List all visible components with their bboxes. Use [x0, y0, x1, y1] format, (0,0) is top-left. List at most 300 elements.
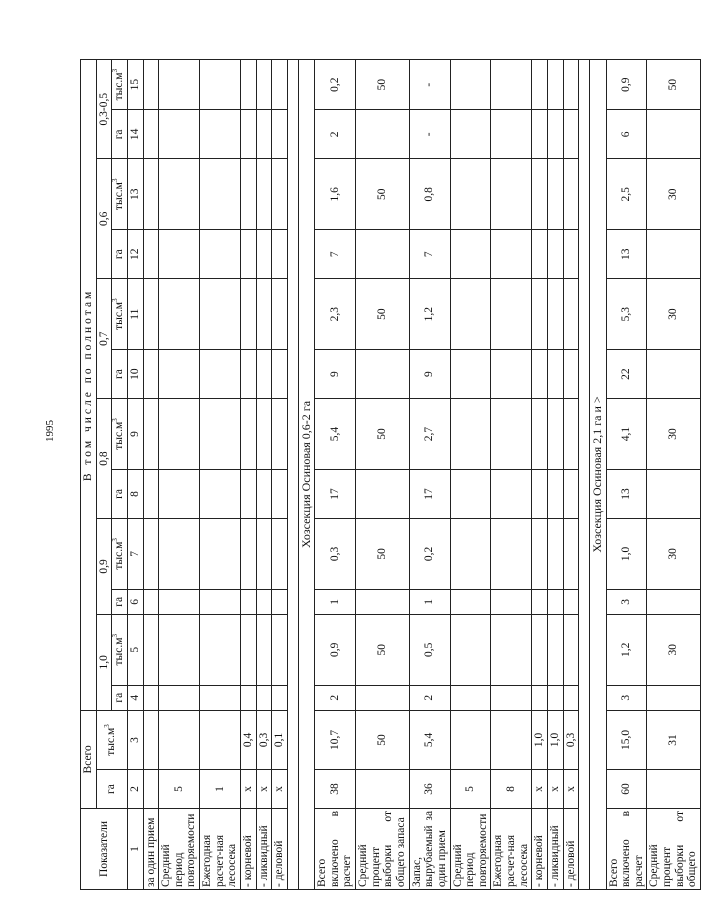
table-cell — [563, 159, 579, 230]
table-cell — [450, 159, 491, 230]
unit-volume: $тыс.м^3$ — [112, 518, 128, 589]
table-cell — [200, 518, 241, 589]
table-cell — [563, 518, 579, 589]
column-number: 6 — [127, 589, 143, 614]
table-cell — [532, 279, 548, 350]
table-cell: 13 — [606, 469, 647, 518]
table-cell: 0,3 — [563, 710, 579, 769]
row-label: Средний период повторяемости — [159, 808, 200, 889]
row-label: - ликвидный — [548, 808, 564, 889]
gap-cell — [579, 60, 590, 890]
table-cell — [491, 159, 532, 230]
table-row — [256, 60, 272, 890]
table-cell — [200, 469, 241, 518]
table-cell — [272, 279, 288, 350]
column-number: 7 — [127, 518, 143, 589]
table-cell — [256, 279, 272, 350]
table-cell — [241, 685, 257, 710]
column-number: 5 — [127, 614, 143, 685]
row-label: Ежегодная расчет-ная лесосека — [491, 808, 532, 889]
page-number: 1995 — [44, 420, 56, 442]
column-number: 12 — [127, 230, 143, 279]
column-number: 8 — [127, 469, 143, 518]
table-row — [647, 60, 701, 890]
table-cell — [256, 685, 272, 710]
table-cell — [450, 518, 491, 589]
row-label: - деловой — [272, 808, 288, 889]
table-cell — [532, 589, 548, 614]
table-cell — [159, 60, 200, 110]
table-cell — [450, 710, 491, 769]
table-cell — [143, 518, 159, 589]
table-cell — [491, 518, 532, 589]
table-cell — [491, 230, 532, 279]
table-row — [409, 60, 450, 890]
row-label: - деловой — [563, 808, 579, 889]
table-cell: x — [532, 770, 548, 809]
table-cell — [491, 614, 532, 685]
unit-volume: $тыс.м^3$ — [112, 159, 128, 230]
table-cell — [563, 60, 579, 110]
table-cell: 5,3 — [606, 279, 647, 350]
table-cell — [450, 350, 491, 399]
table-cell: 9 — [409, 350, 450, 399]
table-cell — [356, 350, 410, 399]
table-cell — [159, 685, 200, 710]
allowable-cut-table — [80, 59, 701, 890]
table-row — [241, 60, 257, 890]
table-cell: 2 — [315, 110, 356, 159]
table-cell — [241, 469, 257, 518]
table-cell: 5,4 — [315, 399, 356, 470]
table-cell — [548, 469, 564, 518]
table-body — [143, 60, 700, 890]
table-cell — [143, 469, 159, 518]
table-cell — [159, 399, 200, 470]
section-title: Хозсекция Осиновая 2,1 га и > — [590, 60, 606, 890]
table-cell: 2 — [315, 685, 356, 710]
table-cell — [143, 685, 159, 710]
table-cell: 17 — [315, 469, 356, 518]
table-cell: 36 — [409, 770, 450, 809]
column-number: 4 — [127, 685, 143, 710]
table-row — [143, 60, 159, 890]
table-cell — [241, 159, 257, 230]
table-cell: 50 — [356, 399, 410, 470]
unit-ha: га — [112, 110, 128, 159]
table-cell — [200, 685, 241, 710]
unit-ha: га — [112, 469, 128, 518]
table-cell — [450, 685, 491, 710]
table-cell — [532, 469, 548, 518]
density-group-row — [96, 60, 112, 890]
column-number: 11 — [127, 279, 143, 350]
table-cell: x — [256, 770, 272, 809]
column-number: 10 — [127, 350, 143, 399]
row-label: Ежегодная расчет-ная лесосека — [200, 808, 241, 889]
table-cell: 60 — [606, 770, 647, 809]
table-row — [563, 60, 579, 890]
row-label: Средний процент выборки от общего — [647, 808, 701, 889]
table-cell: 0,3 — [256, 710, 272, 769]
table-cell: 1,2 — [606, 614, 647, 685]
table-cell — [548, 399, 564, 470]
unit-ha: га — [112, 685, 128, 710]
density-group-header: 0,9 — [96, 518, 112, 614]
table-cell: 2 — [409, 685, 450, 710]
table-cell: 1 — [200, 770, 241, 809]
table-cell: 30 — [647, 614, 701, 685]
table-cell: 13 — [606, 230, 647, 279]
unit-volume: $тыс.м^3$ — [112, 399, 128, 470]
table-cell — [272, 518, 288, 589]
table-cell — [532, 159, 548, 230]
table-cell — [143, 350, 159, 399]
density-group-header: 1,0 — [96, 614, 112, 710]
table-cell: 2,3 — [315, 279, 356, 350]
unit-ha: га — [112, 589, 128, 614]
table-cell: x — [272, 770, 288, 809]
table-cell: 7 — [315, 230, 356, 279]
table-cell: 1,0 — [606, 518, 647, 589]
table-cell: 1 — [315, 589, 356, 614]
table-cell — [200, 589, 241, 614]
table-cell — [241, 60, 257, 110]
table-cell: x — [563, 770, 579, 809]
unit-volume: $тыс.м^3$ — [112, 614, 128, 685]
table-cell — [532, 614, 548, 685]
header-indicators: Показатели — [81, 808, 128, 889]
table-cell — [491, 60, 532, 110]
table-cell — [548, 614, 564, 685]
table-cell — [256, 60, 272, 110]
table-cell — [143, 614, 159, 685]
table-cell — [272, 110, 288, 159]
table-cell: 50 — [356, 614, 410, 685]
table-cell — [563, 614, 579, 685]
table-cell — [450, 399, 491, 470]
table-cell — [548, 279, 564, 350]
table-cell: 2,7 — [409, 399, 450, 470]
table-cell — [159, 518, 200, 589]
table-cell — [450, 110, 491, 159]
gap-row — [579, 60, 590, 890]
table-row — [315, 60, 356, 890]
gap-cell — [287, 60, 298, 890]
table-cell — [241, 110, 257, 159]
table-cell — [159, 614, 200, 685]
table-cell — [143, 399, 159, 470]
table-cell — [241, 589, 257, 614]
table-cell — [532, 110, 548, 159]
row-label: Всего включено в расчет — [315, 808, 356, 889]
table-cell — [356, 110, 410, 159]
table-cell — [563, 279, 579, 350]
table-cell — [563, 589, 579, 614]
table-row — [548, 60, 564, 890]
table-cell — [159, 279, 200, 350]
table-cell: 6 — [606, 110, 647, 159]
table-cell — [563, 110, 579, 159]
table-cell — [241, 279, 257, 350]
table-cell — [241, 399, 257, 470]
row-label: - ликвидный — [256, 808, 272, 889]
table-cell — [450, 60, 491, 110]
table-cell — [491, 350, 532, 399]
table-cell — [563, 469, 579, 518]
column-number: 13 — [127, 159, 143, 230]
table-cell — [548, 685, 564, 710]
table-cell: 0,8 — [409, 159, 450, 230]
table-cell — [491, 710, 532, 769]
table-cell — [241, 614, 257, 685]
table-cell: 8 — [491, 770, 532, 809]
table-cell — [256, 614, 272, 685]
table-cell — [450, 469, 491, 518]
rotated-table-frame — [80, 59, 699, 890]
table-cell: 7 — [409, 230, 450, 279]
table-cell: x — [241, 770, 257, 809]
table-cell: 15,0 — [606, 710, 647, 769]
table-cell — [563, 350, 579, 399]
table-cell: 0,2 — [315, 60, 356, 110]
table-cell: 0,4 — [241, 710, 257, 769]
table-cell — [200, 399, 241, 470]
table-cell — [200, 614, 241, 685]
table-cell — [647, 589, 701, 614]
density-group-header: 0,8 — [96, 399, 112, 519]
table-cell — [356, 469, 410, 518]
table-row — [356, 60, 410, 890]
table-cell: - — [409, 60, 450, 110]
table-cell — [491, 279, 532, 350]
table-cell — [563, 399, 579, 470]
table-cell — [450, 279, 491, 350]
table-cell — [143, 60, 159, 110]
table-cell: 1,6 — [315, 159, 356, 230]
table-cell — [256, 350, 272, 399]
table-cell: 50 — [356, 159, 410, 230]
table-cell — [532, 230, 548, 279]
table-cell: 50 — [356, 710, 410, 769]
density-group-header: 0,7 — [96, 279, 112, 399]
table-cell — [548, 518, 564, 589]
table-cell — [356, 770, 410, 809]
table-cell: 2,5 — [606, 159, 647, 230]
row-label: за один прием — [143, 808, 159, 889]
table-cell — [272, 60, 288, 110]
table-cell — [532, 399, 548, 470]
table-cell — [256, 518, 272, 589]
table-cell — [356, 685, 410, 710]
unit-volume: $тыс.м^3$ — [112, 279, 128, 350]
table-cell: 50 — [647, 60, 701, 110]
table-cell — [256, 230, 272, 279]
table-cell — [450, 230, 491, 279]
table-cell — [200, 350, 241, 399]
column-number: 2 — [127, 770, 143, 809]
column-number: 1 — [127, 808, 143, 889]
table-cell: 50 — [356, 60, 410, 110]
table-cell: 50 — [356, 518, 410, 589]
table-cell: 38 — [315, 770, 356, 809]
header-total-ha: га — [96, 770, 127, 809]
gap-row — [287, 60, 298, 890]
row-label: Средний процент выборки от общего запаса — [356, 808, 410, 889]
table-cell — [272, 685, 288, 710]
header-total-volume: $тыс.м^3$ — [96, 710, 127, 769]
unit-volume: $тыс.м^3$ — [112, 60, 128, 110]
table-cell: 0,3 — [315, 518, 356, 589]
section-title-row — [298, 60, 314, 890]
table-row — [532, 60, 548, 890]
table-cell: 5,4 — [409, 710, 450, 769]
table-cell — [256, 110, 272, 159]
table-cell: 30 — [647, 159, 701, 230]
table-cell — [532, 350, 548, 399]
table-cell — [272, 399, 288, 470]
column-number: 3 — [127, 710, 143, 769]
table-cell: 1,0 — [532, 710, 548, 769]
column-number: 9 — [127, 399, 143, 470]
table-cell — [491, 589, 532, 614]
table-cell — [159, 589, 200, 614]
table-cell — [272, 230, 288, 279]
density-group-header: 0,3-0,5 — [96, 60, 112, 159]
table-cell: 0,1 — [272, 710, 288, 769]
table-cell — [563, 230, 579, 279]
table-cell: 17 — [409, 469, 450, 518]
table-row — [159, 60, 200, 890]
table-cell — [532, 518, 548, 589]
table-cell — [159, 230, 200, 279]
table-row — [450, 60, 491, 890]
table-cell — [491, 399, 532, 470]
table-cell: 50 — [356, 279, 410, 350]
table-cell — [647, 350, 701, 399]
table-cell — [159, 159, 200, 230]
table-cell — [200, 279, 241, 350]
table-cell — [200, 710, 241, 769]
table-cell: 1,2 — [409, 279, 450, 350]
table-cell — [159, 469, 200, 518]
table-cell: x — [548, 770, 564, 809]
column-number: 14 — [127, 110, 143, 159]
table-cell — [491, 110, 532, 159]
table-cell — [159, 710, 200, 769]
table-cell — [143, 279, 159, 350]
table-cell — [647, 770, 701, 809]
table-cell — [532, 60, 548, 110]
table-cell — [200, 110, 241, 159]
table-cell — [548, 350, 564, 399]
table-cell: 5 — [450, 770, 491, 809]
table-cell — [450, 614, 491, 685]
table-cell — [532, 685, 548, 710]
table-cell — [563, 685, 579, 710]
row-label: Средний период повторяемости — [450, 808, 491, 889]
table-cell: 4,1 — [606, 399, 647, 470]
table-cell: 30 — [647, 399, 701, 470]
table-cell: 22 — [606, 350, 647, 399]
table-cell — [548, 589, 564, 614]
header-including-by-density: В том числе по полнотам — [81, 60, 97, 711]
table-cell — [159, 350, 200, 399]
section-title-row — [590, 60, 606, 890]
table-cell: 5 — [159, 770, 200, 809]
table-cell — [256, 589, 272, 614]
table-row — [272, 60, 288, 890]
table-cell — [647, 230, 701, 279]
table-cell — [356, 230, 410, 279]
table-cell: 3 — [606, 685, 647, 710]
table-cell — [143, 589, 159, 614]
table-cell — [200, 60, 241, 110]
table-row — [200, 60, 241, 890]
table-cell — [491, 685, 532, 710]
column-number-row — [127, 60, 143, 890]
table-cell — [143, 230, 159, 279]
table-cell — [256, 159, 272, 230]
table-cell: 31 — [647, 710, 701, 769]
table-cell — [548, 110, 564, 159]
table-cell — [491, 469, 532, 518]
table-cell — [200, 230, 241, 279]
table-cell — [143, 710, 159, 769]
table-cell: 1,0 — [548, 710, 564, 769]
table-row — [491, 60, 532, 890]
density-group-header: 0,6 — [96, 159, 112, 279]
table-cell: 10,7 — [315, 710, 356, 769]
table-cell — [241, 230, 257, 279]
table-cell: 30 — [647, 518, 701, 589]
table-cell: 0,9 — [606, 60, 647, 110]
unit-ha: га — [112, 350, 128, 399]
rotated-table-container — [80, 59, 699, 890]
unit-ha: га — [112, 230, 128, 279]
table-cell — [548, 159, 564, 230]
table-cell — [272, 350, 288, 399]
table-cell: 30 — [647, 279, 701, 350]
table-cell — [272, 614, 288, 685]
table-cell — [647, 469, 701, 518]
row-label: Всего включено в расчет — [606, 808, 647, 889]
section-title: Хозсекция Осиновая 0,6-2 га — [298, 60, 314, 890]
table-cell — [159, 110, 200, 159]
table-cell — [272, 469, 288, 518]
table-cell — [450, 589, 491, 614]
row-label: Запас, вырубаемый за один прием — [409, 808, 450, 889]
table-cell — [241, 350, 257, 399]
table-cell — [548, 230, 564, 279]
table-cell — [256, 469, 272, 518]
table-row — [606, 60, 647, 890]
table-cell — [256, 399, 272, 470]
table-cell: 9 — [315, 350, 356, 399]
table-cell: 3 — [606, 589, 647, 614]
table-cell — [143, 770, 159, 809]
table-cell: 0,2 — [409, 518, 450, 589]
row-label: - корневой — [532, 808, 548, 889]
table-cell: - — [409, 110, 450, 159]
table-cell: 0,9 — [315, 614, 356, 685]
table-cell — [241, 518, 257, 589]
table-cell — [143, 110, 159, 159]
table-cell — [548, 60, 564, 110]
table-cell: 1 — [409, 589, 450, 614]
table-cell — [272, 159, 288, 230]
table-cell — [200, 159, 241, 230]
